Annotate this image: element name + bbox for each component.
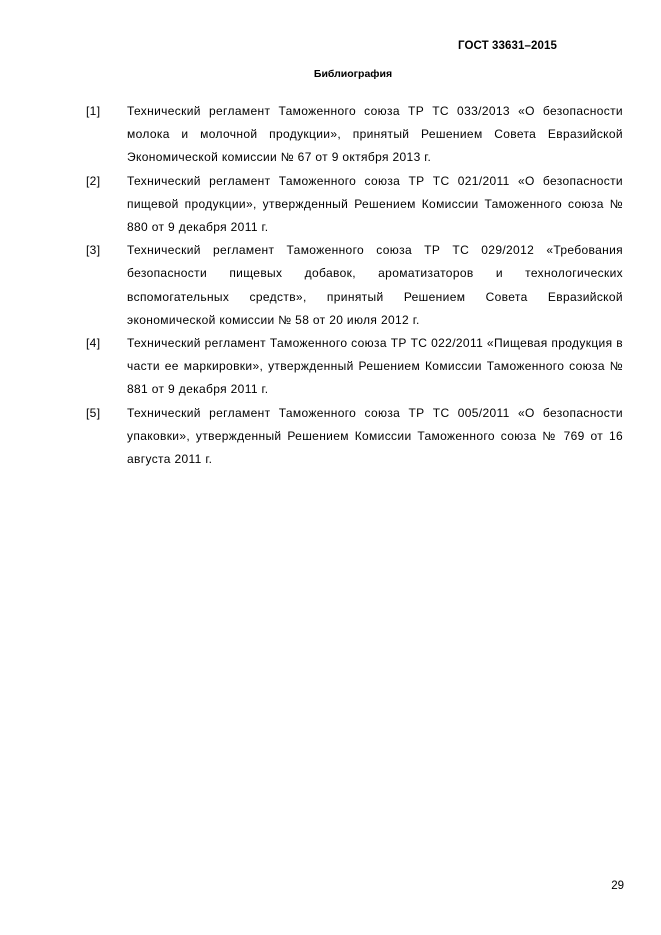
bibliography-entry-number: [4]: [86, 336, 101, 351]
bibliography-entry-number: [2]: [86, 173, 101, 188]
bibliography-entry: [86, 100, 623, 170]
bibliography-entry-number: [5]: [86, 405, 101, 420]
document-code: ГОСТ 33631–2015: [457, 40, 557, 52]
bibliography-entry: [86, 239, 623, 332]
bibliography-entry-text: Технический регламент Таможенного союза ТР ТС 005/2011 «О безопасности упаковки», утвержденный Решением Комиссии Таможенного союза № 769 от 16 августа 2011 г.: [127, 405, 623, 467]
bibliography-entry-text: Технический регламент Таможенного союза ТР ТС 033/2013 «О безопасности молока и молочной продукции», принятый Решением Совета Евразийской Экономической комиссии № 67 от 9 октября 2013 г.: [127, 104, 623, 165]
bibliography-entry-text: Технический регламент Таможенного союза ТР ТС 022/2011 «Пищевая продукция в части ее маркировки», утвержденный Решением Комиссии Таможенного союза № 881 от 9 декабря 2011 г.: [127, 336, 623, 397]
bibliography-entry: [86, 332, 623, 402]
bibliography-list: [86, 100, 623, 471]
bibliography-entry-text: Технический регламент Таможенного союза ТР ТС 029/2012 «Требования безопасности пищевых добавок, ароматизаторов и технологических вспомогательных средств», принятый Решением Совета Евразийской экономической комиссии № 58 от 20 июля 2012 г.: [127, 243, 623, 327]
bibliography-entry-number: [1]: [86, 104, 101, 118]
page-number: 29: [611, 880, 624, 892]
bibliography-entry-text: Технический регламент Таможенного союза ТР ТС 021/2011 «О безопасности пищевой продукции», утвержденный Решением Комиссии Таможенного союза № 880 от 9 декабря 2011 г.: [127, 173, 623, 235]
bibliography-entry: [86, 402, 623, 472]
section-title: Библиография: [313, 68, 393, 80]
bibliography-entry-number: [3]: [86, 243, 101, 258]
bibliography-entry: [86, 170, 623, 240]
